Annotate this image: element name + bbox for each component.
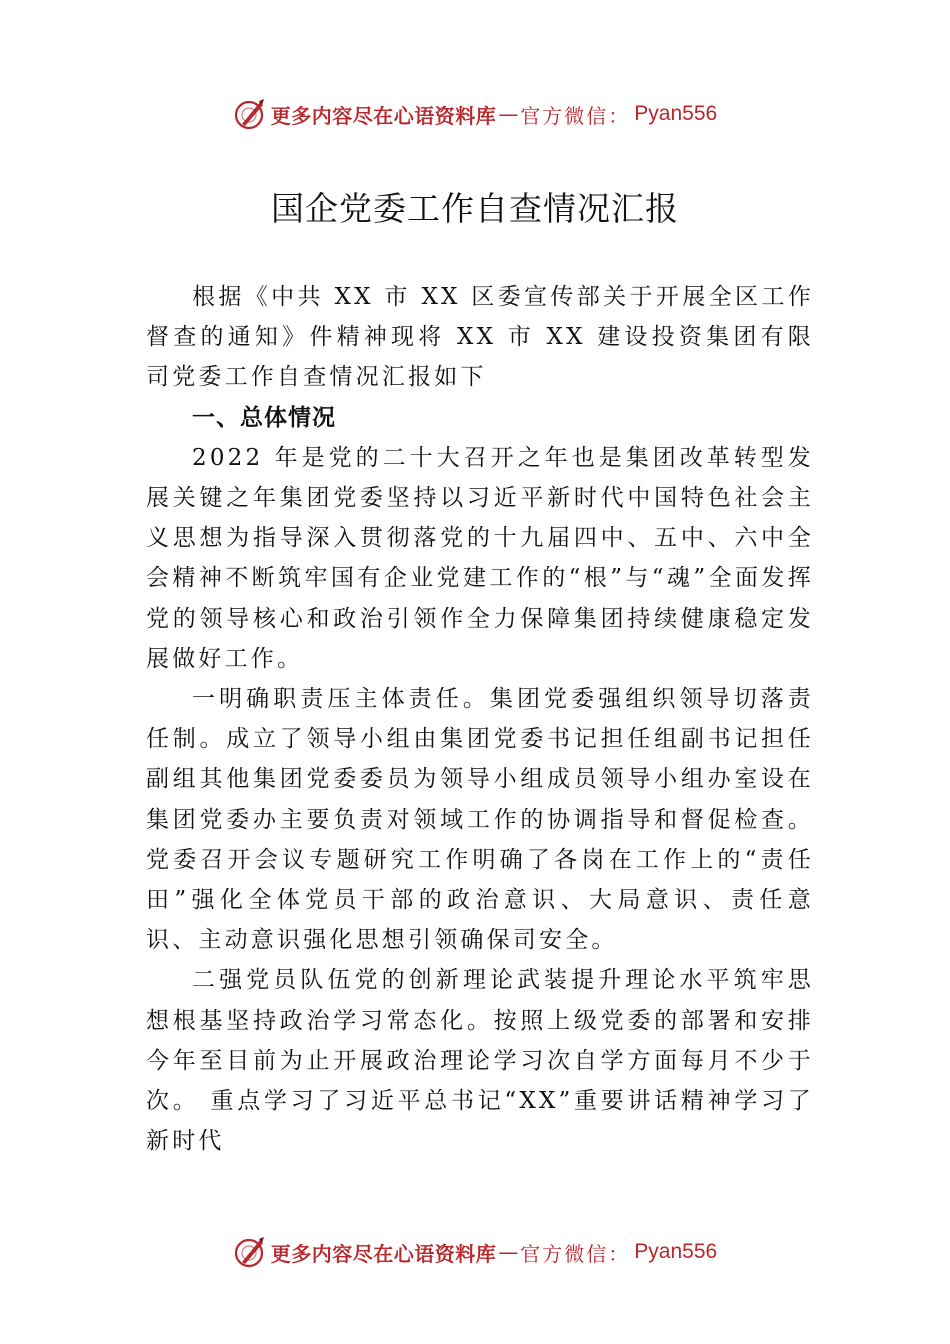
footer-banner bbox=[0, 1232, 950, 1272]
intro-paragraph: 根据《中共 XX 市 XX 区委宣传部关于开展全区工作督查的通知》件精神现将 XX 市 XX 建设投资集团有限司党委工作自查情况汇报如下 bbox=[146, 284, 814, 391]
footer-wechat-label: 官方微信： bbox=[520, 1241, 631, 1266]
body-paragraph-1: 2022 年是党的二十大召开之年也是集团改革转型发展关键之年集团党委坚持以习近平新时代中国特色社会主义思想为指导深入贯彻落党的十九届四中、五中、六中全会精神不断筑牢国有企业党建工作的“根”与“魂”全面发挥党的领导核心和政治引领作全力保障集团持续健康稳定发展做好工作。 bbox=[146, 444, 814, 672]
footer-banner-text: 更多内容尽在心语资料库 bbox=[270, 1241, 497, 1266]
header-wechat-label: 官方微信： bbox=[520, 103, 631, 128]
body-paragraph-3: 二强党员队伍党的创新理论武装提升理论水平筑牢思想根基坚持政治学习常态化。按照上级党委的部署和安排今年至目前为止开展政治理论学习次自学方面每月不少于次。 重点学习了习近平总书记“XX”重要讲话精神学习了新时代 bbox=[146, 967, 814, 1155]
section-heading: 一、总体情况 bbox=[192, 404, 336, 431]
footer-wechat-id: Pyan556 bbox=[634, 1240, 718, 1263]
footer-banner-separator: — bbox=[498, 1240, 519, 1264]
brush-logo-icon bbox=[233, 1235, 267, 1269]
header-wechat-id: Pyan556 bbox=[634, 102, 718, 125]
brush-logo-icon bbox=[233, 97, 267, 131]
header-banner-text: 更多内容尽在心语资料库 bbox=[270, 103, 497, 128]
header-banner-separator: — bbox=[498, 102, 519, 126]
body-paragraph-2: 一明确职责压主体责任。集团党委强组织领导切落责任制。成立了领导小组由集团党委书记担任组副书记担任副组其他集团党委委员为领导小组成员领导小组办室设在集团党委办主要负责对领域工作的协调指导和督促检查。党委召开会议专题研究工作明确了各岗在工作上的“责任田”强化全体党员干部的政治意识、大局意识、责任意识、主动意识强化思想引领确保司安全。 bbox=[146, 686, 814, 954]
document-title: 国企党委工作自查情况汇报 bbox=[271, 189, 679, 228]
header-banner bbox=[0, 94, 950, 134]
document-body bbox=[146, 277, 814, 1161]
